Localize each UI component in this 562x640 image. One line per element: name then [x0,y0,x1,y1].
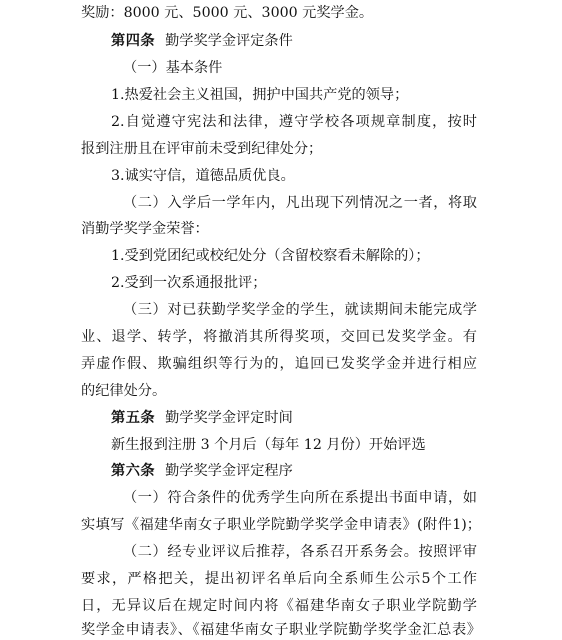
text-line: 1.受到党团纪或校纪处分（含留校察看未解除的）； [111,248,430,264]
text-line: 1.热爱社会主义祖国，拥护中国共产党的领导； [111,87,409,103]
article-heading-5 [111,408,411,428]
text-line: 报到注册且在评审前未受到纪律处分； [81,141,323,157]
text-line: （三）对已获勤学奖学金的学生，就读期间未能完成学 [123,302,477,318]
article-label: 第四条 [111,33,156,49]
text-line: 新生报到注册 3 个月后（每年 12 月份）开始评选 [111,437,426,453]
text-line: （一）基本条件 [123,60,223,76]
article-heading-4 [111,31,411,51]
text-line: 业、退学、转学，将撤消其所得奖项，交回已发奖学金。有 [81,329,477,345]
text-line: （一）符合条件的优秀学生向所在系提出书面申请，如 [123,490,477,506]
text-line: 奖学金申请表》、《福建华南女子职业学院勤学奖学金汇总表》 [81,622,481,638]
article-title: 勤学奖学金评定时间 [165,410,293,426]
text-line: 奖励：8000 元、5000 元、3000 元奖学金。 [81,5,374,21]
text-line: 实填写《福建华南女子职业学院勤学奖学金申请表》(附件1)； [81,517,481,533]
text-line: 3.诚实守信，道德品质优良。 [111,168,295,184]
text-line: 的纪律处分。 [81,383,167,399]
text-line: 弄虚作假、欺骗组织等行为的，追回已发奖学金并进行相应 [81,356,477,372]
text-line: 2.受到一次系通报批评； [111,275,267,291]
text-line: 消勤学奖学金荣誉： [81,221,209,237]
article-title: 勤学奖学金评定条件 [165,33,293,49]
article-label: 第五条 [111,410,156,426]
article-heading-6 [111,461,411,481]
text-line: （二）入学后一学年内，凡出现下列情况之一者，将取 [123,195,477,211]
article-title: 勤学奖学金评定程序 [165,463,293,479]
text-line: 2.自觉遵守宪法和法律，遵守学校各项规章制度，按时 [111,114,477,130]
text-line: （二）经专业评议后推荐，各系召开系务会。按照评审 [123,544,477,560]
article-label: 第六条 [111,463,156,479]
text-line: 日，无异议后在规定时间内将《福建华南女子职业学院勤学 [81,598,477,614]
text-line: 要求，严格把关，提出初评名单后向全系师生公示5个工作 [81,571,477,587]
